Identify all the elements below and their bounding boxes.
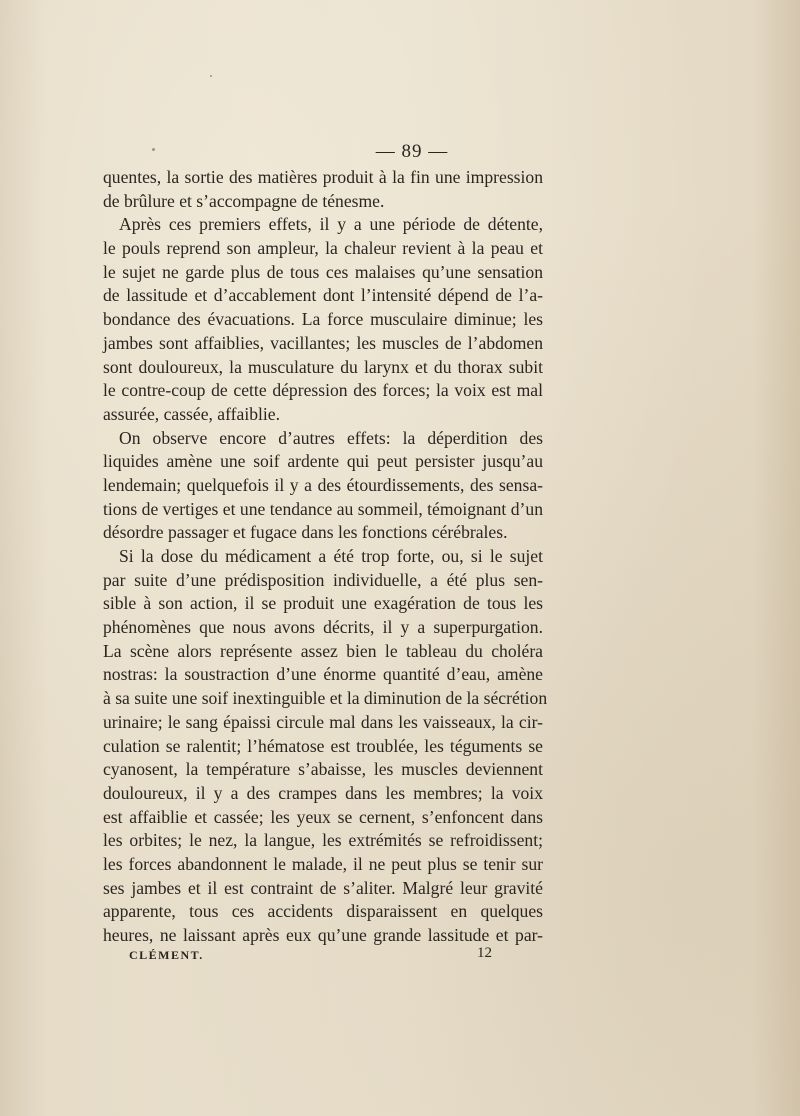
text-line: culation se ralentit; l’hématose est troublée, les téguments se	[103, 735, 543, 756]
paper-speck	[210, 75, 212, 77]
text-line: sont douloureux, la musculature du larynx et du thorax subit	[103, 356, 543, 377]
text-line: quentes, la sortie des matières produit à la fin une impression	[103, 167, 543, 187]
text-line: par suite d’une prédisposition individuelle, a été plus sen-	[103, 569, 543, 590]
text-line: lendemain; quelquefois il y a des étourdissements, des sensa-	[103, 474, 543, 495]
text-line: les orbites; le nez, la langue, les extrémités se refroidissent;	[103, 830, 543, 851]
text-line: heures, ne laissant après eux qu’une grande lassitude et par-	[103, 925, 543, 945]
text-line: de lassitude et d’accablement dont l’intensité dépend de l’a-	[103, 285, 543, 306]
body-text	[103, 166, 548, 948]
text-line: ses jambes et il est contraint de s’aliter. Malgré leur gravité	[103, 877, 543, 898]
text-line: On observe encore d’autres effets: la déperdition des	[119, 427, 543, 448]
sheet-number: 12	[477, 945, 492, 961]
text-line: urinaire; le sang épaissi circule mal dans les vaisseaux, la cir-	[103, 711, 543, 732]
text-line: jambes sont affaiblies, vacillantes; les muscles de l’abdomen	[103, 332, 543, 353]
text-line: sible à son action, il se produit une exagération de tous les	[103, 593, 543, 614]
text-line: douloureux, il y a des crampes dans les membres; la voix	[103, 782, 543, 803]
text-line: les forces abandonnent le malade, il ne peut plus se tenir sur	[103, 853, 543, 874]
page-number: — 89 —	[375, 141, 449, 162]
text-line: le sujet ne garde plus de tous ces malaises qu’une sensation	[103, 261, 543, 282]
text-line: cyanosent, la température s’abaisse, les muscles deviennent	[103, 759, 543, 780]
text-line: est affaiblie et cassée; les yeux se cernent, s’enfoncent dans	[103, 806, 543, 827]
text-line: de brûlure et s’accompagne de ténesme.	[103, 190, 385, 211]
text-line: à sa suite une soif inextinguible et la diminution de la sécrétion	[103, 688, 548, 709]
text-line: apparente, tous ces accidents disparaissent en quelques	[103, 901, 543, 922]
text-line: tions de vertiges et une tendance au sommeil, témoignant d’un	[103, 498, 543, 519]
text-line: bondance des évacuations. La force musculaire diminue; les	[103, 309, 543, 330]
text-line: Si la dose du médicament a été trop forte, ou, si le sujet	[119, 546, 543, 566]
text-line: nostras: la soustraction d’une énorme quantité d’eau, amène	[103, 664, 543, 685]
text-line: le pouls reprend son ampleur, la chaleur revient à la peau et	[103, 238, 543, 259]
text-line: désordre passager et fugace dans les fonctions cérébrales.	[103, 522, 508, 543]
text-line: liquides amène une soif ardente qui peut persister jusqu’au	[103, 451, 543, 472]
text-line: La scène alors représente assez bien le tableau du choléra	[103, 640, 543, 661]
text-line: phénomènes que nous avons décrits, il y a superpurgation.	[103, 617, 543, 638]
text-line: le contre-coup de cette dépression des forces; la voix est mal	[103, 380, 543, 401]
text-line: assurée, cassée, affaiblie.	[103, 403, 280, 424]
signature-mark: CLÉMENT.	[129, 948, 204, 962]
text-line: Après ces premiers effets, il y a une période de détente,	[119, 214, 543, 235]
